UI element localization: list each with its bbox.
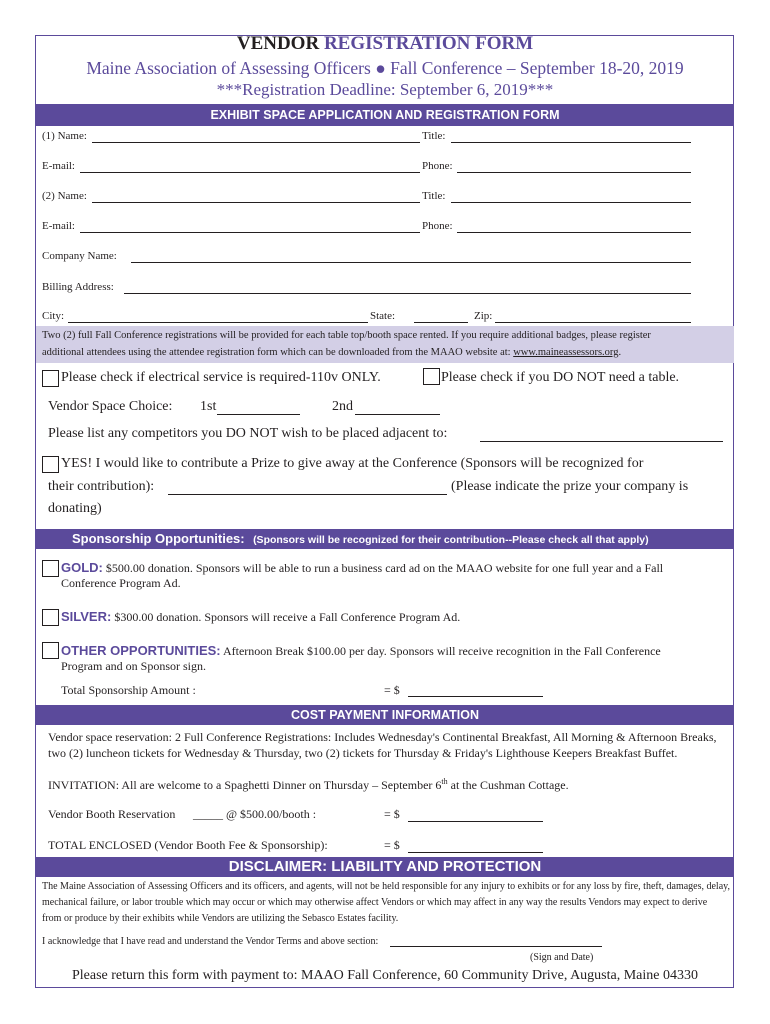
booth-total-field[interactable]	[408, 821, 543, 822]
phone1-label: Phone:	[422, 160, 453, 172]
prize-checkbox[interactable]	[42, 456, 59, 473]
other-line	[61, 643, 661, 659]
form-title-vendor: VENDOR	[236, 33, 320, 54]
total-sponsorship-equals: = $	[384, 683, 400, 697]
registration-deadline: ***Registration Deadline: September 6, 2019***	[216, 80, 554, 99]
title2-label: Title:	[422, 190, 446, 202]
form-title	[0, 33, 770, 55]
other-text1: Afternoon Break $100.00 per day. Sponsors will receive recognition in the Fall Conference	[222, 644, 661, 658]
invitation-line	[48, 777, 569, 793]
note-line1: Two (2) full Fall Conference registrations will be provided for each table top/booth space rented. If you require additional badges, please register	[42, 330, 651, 341]
billing-label: Billing Address:	[42, 281, 114, 293]
prize-line2-suffix: (Please indicate the prize your company is	[451, 479, 689, 494]
prize-line2-prefix: their contribution):	[48, 479, 155, 494]
total-sponsorship-field[interactable]	[408, 696, 543, 697]
booth-price: @ $500.00/booth :	[226, 807, 317, 821]
first-choice-label: 1st	[200, 399, 217, 414]
exhibit-heading-bar: EXHIBIT SPACE APPLICATION AND REGISTRATION FORM	[36, 104, 734, 126]
prize-line3: donating)	[48, 501, 102, 516]
phone1-field[interactable]	[457, 172, 691, 173]
conference-subtitle: Maine Association of Assessing Officers ● Fall Conference – September 18-20, 2019	[86, 58, 684, 78]
invitation-prefix: INVITATION: All are welcome to a Spaghetti Dinner on Thursday – September 6	[48, 778, 442, 792]
disclaimer-line3: from or produce by their exhibits while Vendors are utilizing the Sebasco Estates facility.	[42, 913, 399, 924]
title1-field[interactable]	[451, 142, 691, 143]
booth-count-field[interactable]: _____	[193, 807, 223, 821]
phone2-field[interactable]	[457, 232, 691, 233]
prize-field[interactable]	[168, 494, 447, 495]
silver-label: SILVER:	[61, 609, 112, 624]
total-enclosed-label: TOTAL ENCLOSED (Vendor Booth Fee & Sponsorship):	[48, 838, 328, 852]
booth-label: Vendor Booth Reservation	[48, 807, 176, 821]
disclaimer-heading-bar: DISCLAIMER: LIABILITY AND PROTECTION	[36, 857, 734, 877]
acknowledge-label: I acknowledge that I have read and understand the Vendor Terms and above section:	[42, 936, 379, 947]
cost-heading-bar: COST PAYMENT INFORMATION	[36, 705, 734, 725]
company-label: Company Name:	[42, 250, 117, 262]
state-label: State:	[370, 310, 396, 322]
maao-website-link[interactable]: www.maineassessors.org	[513, 347, 619, 358]
registration-note	[36, 326, 734, 363]
city-label: City:	[42, 310, 65, 322]
silver-text: $300.00 donation. Sponsors will receive a Fall Conference Program Ad.	[114, 610, 461, 624]
no-table-label: Please check if you DO NOT need a table.	[441, 370, 680, 385]
electrical-label: Please check if electrical service is required-110v ONLY.	[61, 370, 381, 385]
note-line2-prefix: additional attendees using the attendee registration form which can be downloaded from the MAAO website at:	[42, 347, 514, 358]
reservation-line1: Vendor space reservation: 2 Full Conference Registrations: Includes Wednesday's Continental Breakfast, All Morning & Afternoon Breaks,	[48, 730, 717, 744]
disclaimer-text	[42, 879, 730, 927]
booth-equals: = $	[384, 807, 400, 821]
sponsorship-heading: Sponsorship Opportunities:	[72, 531, 245, 546]
no-table-checkbox[interactable]	[423, 368, 440, 385]
sponsorship-heading-note: (Sponsors will be recognized for their contribution--Please check all that apply)	[253, 534, 649, 546]
note-line2-suffix: .	[618, 347, 622, 358]
gold-line	[61, 560, 663, 576]
disclaimer-line1: The Maine Association of Assessing Officers and its officers, and agents, will not be held responsible for any injury to exhibits or for any loss by fire, theft, damages, delay,	[42, 881, 730, 892]
second-choice-label: 2nd	[332, 399, 353, 414]
note-line2	[42, 344, 734, 361]
gold-label: GOLD:	[61, 560, 103, 575]
zip-label: Zip:	[474, 310, 493, 322]
other-checkbox[interactable]	[42, 642, 59, 659]
sign-date-label: (Sign and Date)	[530, 952, 594, 963]
email2-field[interactable]	[80, 232, 420, 233]
signature-field[interactable]	[390, 946, 602, 947]
email1-label: E-mail:	[42, 160, 75, 172]
total-sponsorship-label: Total Sponsorship Amount :	[61, 683, 196, 697]
first-choice-field[interactable]	[217, 414, 300, 415]
total-enclosed-field[interactable]	[408, 852, 543, 853]
second-choice-field[interactable]	[355, 414, 440, 415]
reservation-line2: two (2) luncheon tickets for Wednesday & Thursday, two (2) tickets for Thursday & Friday's Lighthouse Keepers Breakfast Buffet.	[48, 746, 678, 760]
form-title-registration: REGISTRATION FORM	[323, 33, 534, 54]
disclaimer-line2: mechanical failure, or labor trouble which may occur or which may otherwise affect Vendors or which may affect in any way the results Vendors may expect to derive	[42, 897, 708, 908]
electrical-checkbox[interactable]	[42, 370, 59, 387]
other-label: OTHER OPPORTUNITIES:	[61, 643, 221, 658]
email2-label: E-mail:	[42, 220, 75, 232]
city-field[interactable]	[68, 322, 368, 323]
space-choice-label: Vendor Space Choice:	[48, 399, 173, 414]
name2-label: (2) Name:	[42, 190, 87, 202]
title2-field[interactable]	[451, 202, 691, 203]
prize-line1: YES! I would like to contribute a Prize to give away at the Conference (Sponsors will be recognized for	[61, 456, 644, 471]
email1-field[interactable]	[80, 172, 420, 173]
zip-field[interactable]	[495, 322, 691, 323]
total-enclosed-equals: = $	[384, 838, 400, 852]
name1-label: (1) Name:	[42, 130, 87, 142]
invitation-sup: th	[441, 777, 448, 786]
phone2-label: Phone:	[422, 220, 453, 232]
sponsorship-heading-bar	[36, 529, 734, 549]
gold-text2: Conference Program Ad.	[61, 576, 181, 590]
return-instructions: Please return this form with payment to: MAAO Fall Conference, 60 Community Drive, Augusta, Maine 04330	[71, 968, 698, 983]
invitation-suffix: at the Cushman Cottage.	[447, 778, 569, 792]
other-text2: Program and on Sponsor sign.	[61, 659, 206, 673]
name1-field[interactable]	[92, 142, 420, 143]
gold-text1: $500.00 donation. Sponsors will be able to run a business card ad on the MAAO website for one full year and a Fall	[105, 561, 664, 575]
competitors-field[interactable]	[480, 441, 723, 442]
title1-label: Title:	[422, 130, 446, 142]
billing-field[interactable]	[124, 293, 691, 294]
silver-checkbox[interactable]	[42, 609, 59, 626]
company-field[interactable]	[131, 262, 691, 263]
gold-checkbox[interactable]	[42, 560, 59, 577]
competitors-label: Please list any competitors you DO NOT wish to be placed adjacent to:	[48, 426, 448, 441]
state-field[interactable]	[414, 322, 468, 323]
name2-field[interactable]	[92, 202, 420, 203]
silver-line	[61, 609, 460, 625]
